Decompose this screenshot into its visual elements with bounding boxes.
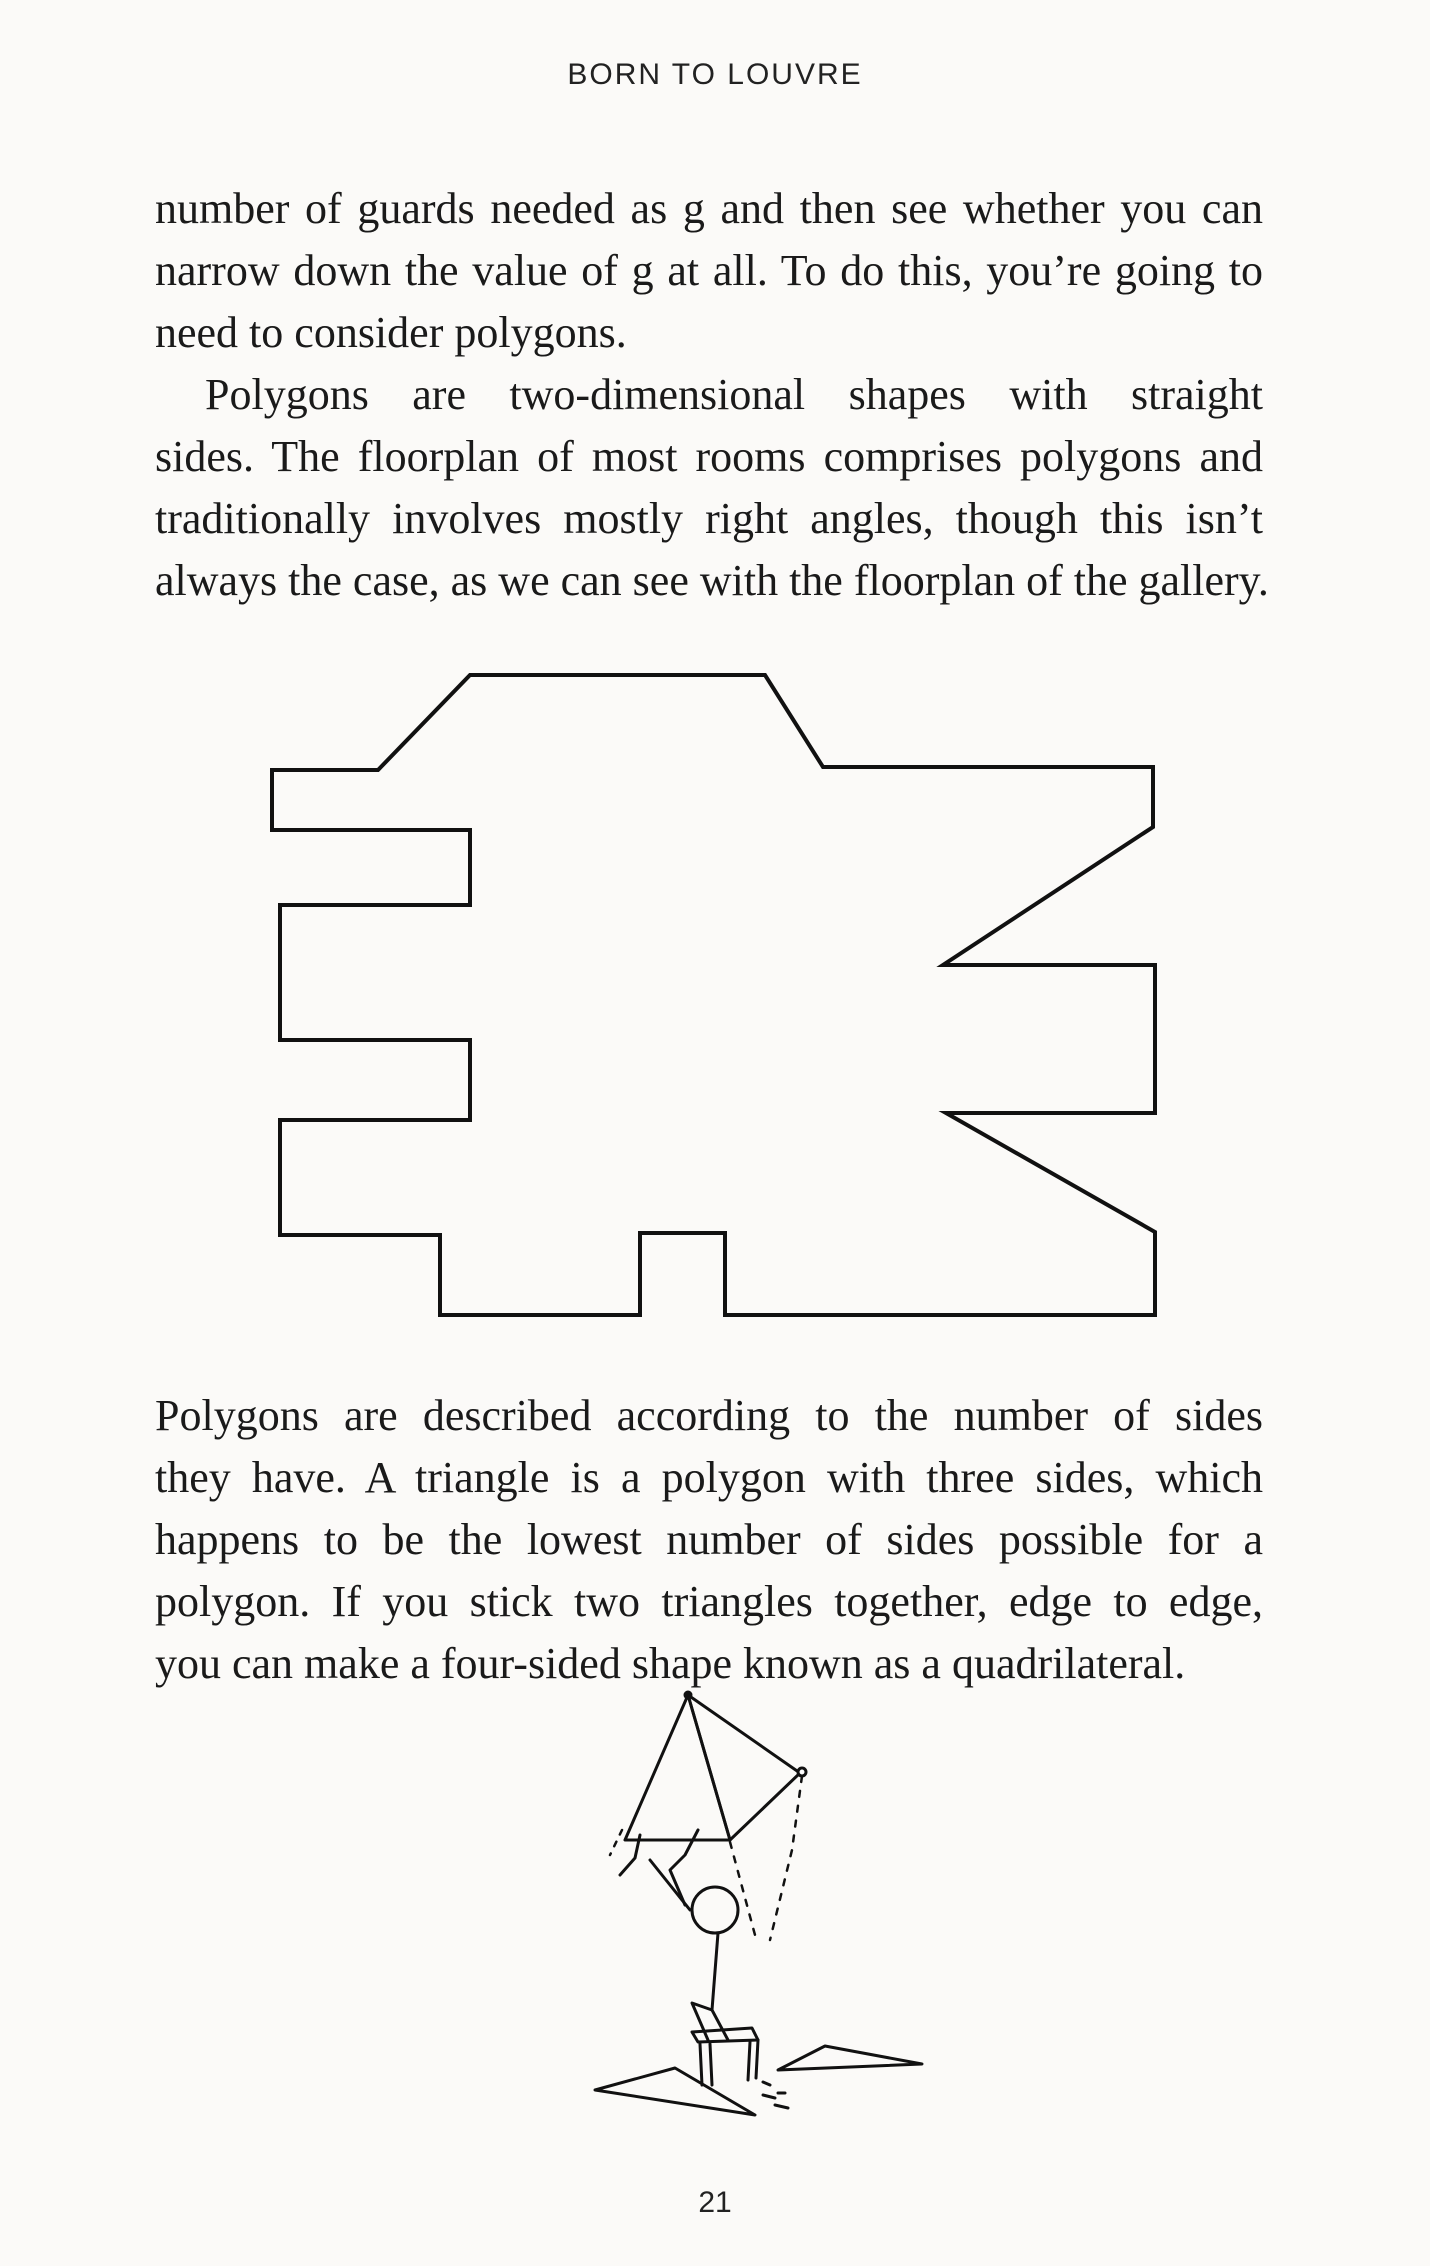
paragraph-3-line: happens to be the lowest number of sides possible for a (155, 1515, 1263, 1564)
running-head: BORN TO LOUVRE (567, 58, 863, 91)
paragraph-2-line: sides. The floorplan of most rooms comprises polygons and (155, 432, 1263, 481)
paragraph-1-line: narrow down the value of g at all. To do this, you’re going to (155, 246, 1263, 295)
text-block-bottom (155, 1385, 1263, 1695)
floor-triangle-right (778, 2046, 922, 2070)
stick-figure-triangles-illustration (580, 1690, 940, 2130)
paragraph-1-line: need to consider polygons. (155, 308, 627, 357)
page-number: 21 (698, 2186, 732, 2219)
paragraph-3-line: Polygons are described according to the number of sides (155, 1391, 1263, 1440)
paragraph-3-line: they have. A triangle is a polygon with three sides, which (155, 1453, 1263, 1502)
paragraph-3-line: polygon. If you stick two triangles together, edge to edge, (155, 1577, 1263, 1626)
gallery-floorplan-figure (270, 665, 1180, 1345)
paragraph-2-line: traditionally involves mostly right angles, though this isn’t (155, 494, 1263, 543)
paragraph-3-line: you can make a four-sided shape known as a quadrilateral. (155, 1639, 1186, 1688)
text-block-top (155, 178, 1269, 612)
paragraph-2-line: always the case, as we can see with the floorplan of the gallery. (155, 556, 1269, 605)
paragraph-1-line: number of guards needed as g and then see whether you can (155, 184, 1263, 233)
floorplan-polygon (272, 675, 1155, 1315)
paragraph-2-line: Polygons are two-dimensional shapes with straight (205, 370, 1263, 419)
held-triangle-left (625, 1695, 730, 1840)
floor-triangle-left (595, 2068, 755, 2115)
held-triangle-right (688, 1695, 800, 1840)
